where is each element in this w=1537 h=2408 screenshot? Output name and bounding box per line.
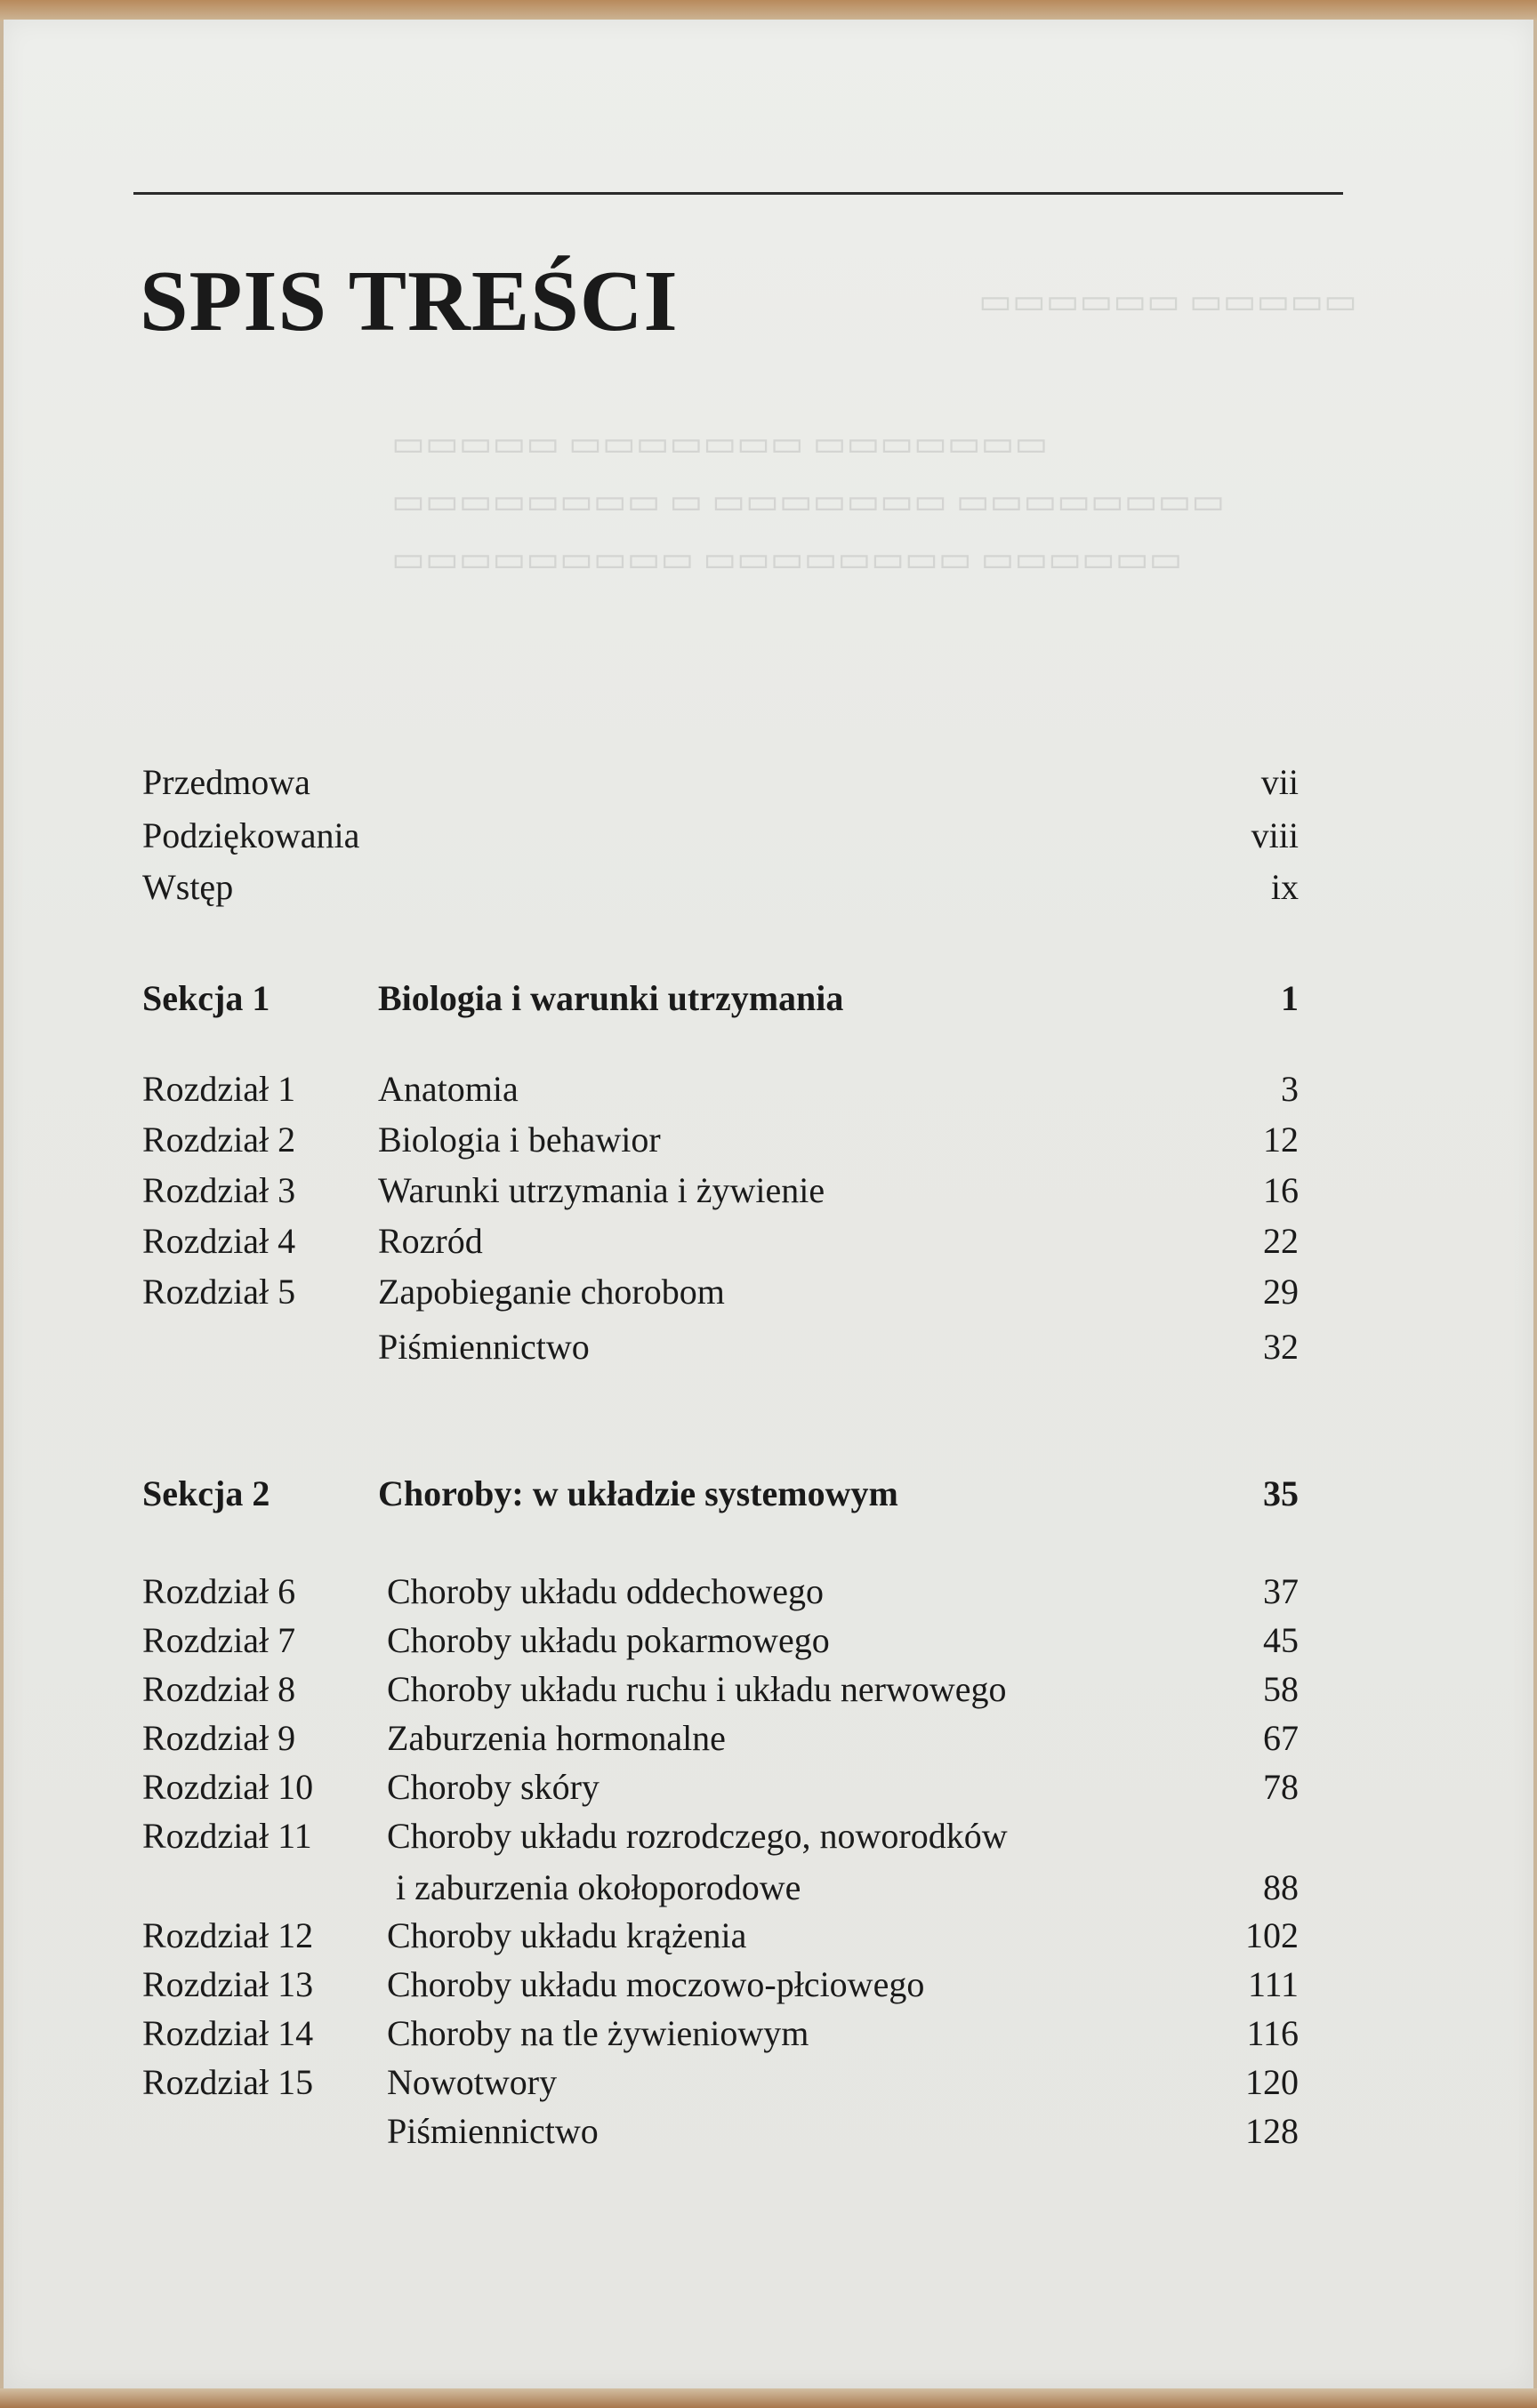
toc-entry (142, 865, 1299, 910)
toc-entry-page: 32 (1263, 1327, 1299, 1367)
toc-section-label: Sekcja 1 (142, 978, 270, 1018)
toc-chapter-label: Rozdział 2 (142, 1120, 296, 1160)
toc-chapter-title: Anatomia (378, 1069, 519, 1109)
toc-entry-page: 3 (1281, 1069, 1299, 1109)
toc-chapter-title: Zaburzenia hormonalne (387, 1718, 726, 1758)
toc-entry-page: 67 (1263, 1718, 1299, 1758)
toc-chapter-title: i zaburzenia okołoporodowe (396, 1867, 801, 1907)
toc-entry-page: 16 (1263, 1170, 1299, 1210)
toc-section-title: Biologia i warunki utrzymania (378, 978, 844, 1018)
toc-entry-page: 22 (1263, 1221, 1299, 1261)
toc-chapter-label: Rozdział 1 (142, 1069, 296, 1109)
toc-entry-page: 37 (1263, 1571, 1299, 1611)
toc-chapter-title: Choroby skóry (387, 1767, 600, 1807)
toc-entry (142, 814, 1299, 858)
toc-entry-page: vii (1260, 762, 1299, 802)
toc-entry (142, 2011, 1299, 2056)
toc-section-heading (142, 976, 1299, 1021)
toc-entry-page: viii (1251, 815, 1299, 855)
toc-entry (142, 1963, 1299, 2007)
toc-entry-page: 120 (1245, 2062, 1299, 2102)
toc-entry-title: Wstęp (142, 867, 234, 907)
toc-entry (142, 1325, 1299, 1369)
toc-entry (142, 1270, 1299, 1314)
toc-entry-page: 128 (1245, 2111, 1299, 2151)
toc-chapter-title: Zapobieganie chorobom (378, 1272, 725, 1312)
toc-entry (142, 760, 1299, 805)
toc-chapter-title: Choroby układu pokarmowego (387, 1620, 830, 1660)
toc-entry-page: 88 (1263, 1867, 1299, 1907)
toc-entry-page: 111 (1247, 1964, 1299, 2004)
toc-entry (142, 1219, 1299, 1264)
toc-chapter-title: Choroby układu krążenia (387, 1915, 747, 1955)
toc-chapter-label: Rozdział 11 (142, 1816, 312, 1856)
page-title: SPIS TREŚCI (140, 253, 679, 349)
toc-entry (142, 1067, 1299, 1112)
toc-chapter-label: Rozdział 15 (142, 2062, 314, 2102)
toc-chapter-title: Choroby układu moczowo-płciowego (387, 1964, 925, 2004)
toc-chapter-title: Choroby układu ruchu i układu nerwowego (387, 1669, 1007, 1709)
toc-chapter-label: Rozdział 8 (142, 1669, 296, 1709)
toc-chapter-title: Piśmiennictwo (378, 1327, 590, 1367)
toc-chapter-title: Nowotwory (387, 2062, 558, 2102)
toc-entry (142, 1569, 1299, 1614)
toc-entry-page: 12 (1263, 1120, 1299, 1160)
toc-entry (142, 1765, 1299, 1810)
toc-chapter-label: Rozdział 5 (142, 1272, 296, 1312)
toc-entry-page: 78 (1263, 1767, 1299, 1807)
toc-chapter-label: Rozdział 9 (142, 1718, 296, 1758)
toc-entry (142, 1914, 1299, 1958)
toc-chapter-title: Choroby układu oddechowego (387, 1571, 825, 1611)
toc-chapter-title: Choroby na tle żywieniowym (387, 2013, 809, 2053)
toc-chapter-label: Rozdział 7 (142, 1620, 296, 1660)
toc-entry-page: 102 (1245, 1915, 1299, 1955)
toc-entry-continuation (142, 1866, 1299, 1910)
toc-chapter-label: Rozdział 13 (142, 1964, 314, 2004)
toc-entry (142, 1667, 1299, 1712)
toc-chapter-title: Biologia i behawior (378, 1120, 661, 1160)
toc-entry (142, 2060, 1299, 2105)
toc-entry-page: 116 (1246, 2013, 1299, 2053)
header-rule (133, 192, 1343, 195)
toc-chapter-label: Rozdział 6 (142, 1571, 296, 1611)
toc-entry (142, 2109, 1299, 2154)
toc-chapter-title: Rozród (378, 1221, 483, 1261)
toc-entry (142, 1814, 1299, 1858)
toc-section-label: Sekcja 2 (142, 1473, 270, 1513)
toc-entry (142, 1618, 1299, 1663)
toc-entry-title: Podziękowania (142, 815, 360, 855)
toc-entry (142, 1168, 1299, 1213)
toc-chapter-title: Choroby układu rozrodczego, noworodków (387, 1816, 1008, 1856)
toc-chapter-label: Rozdział 10 (142, 1767, 314, 1807)
toc-section-page: 35 (1263, 1473, 1299, 1513)
toc-chapter-title: Warunki utrzymania i żywienie (378, 1170, 825, 1210)
toc-entry-page: 45 (1263, 1620, 1299, 1660)
toc-entry (142, 1716, 1299, 1761)
toc-entry-page: ix (1270, 867, 1299, 907)
toc-section-page: 1 (1281, 978, 1299, 1018)
toc-entry-title: Przedmowa (142, 762, 310, 802)
toc-chapter-label: Rozdział 4 (142, 1221, 296, 1261)
toc-section-heading (142, 1472, 1299, 1516)
toc-chapter-title: Piśmiennictwo (387, 2111, 599, 2151)
toc-entry-page: 29 (1263, 1272, 1299, 1312)
toc-entry (142, 1118, 1299, 1162)
toc-entry-page: 58 (1263, 1669, 1299, 1709)
book-bottom-edge (0, 2388, 1537, 2408)
toc-section-title: Choroby: w układzie systemowym (378, 1473, 898, 1513)
toc-chapter-label: Rozdział 3 (142, 1170, 296, 1210)
toc-chapter-label: Rozdział 14 (142, 2013, 314, 2053)
book-top-edge (0, 0, 1537, 21)
toc-chapter-label: Rozdział 12 (142, 1915, 314, 1955)
